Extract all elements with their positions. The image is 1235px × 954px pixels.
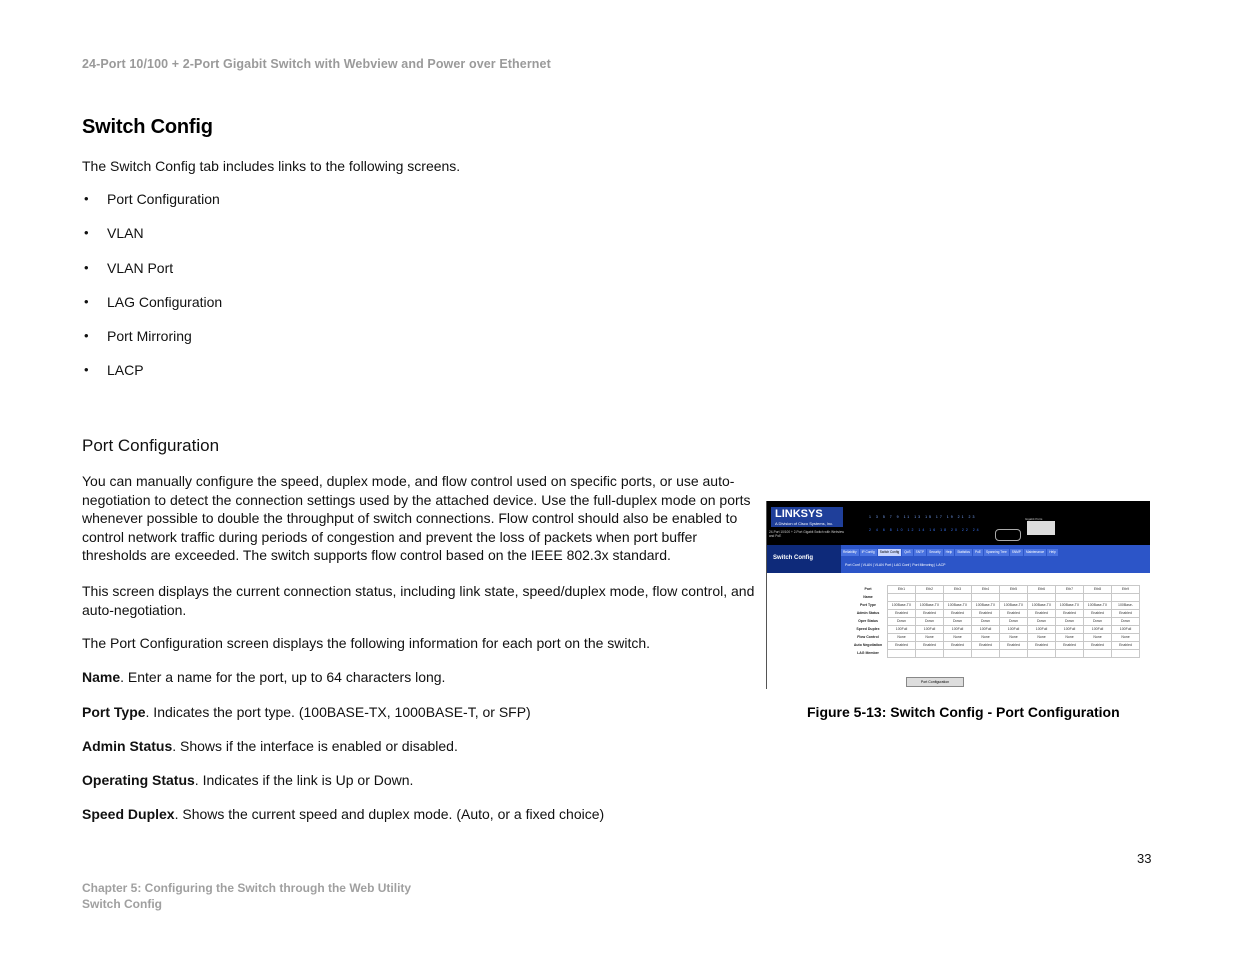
table-cell: [944, 650, 972, 658]
row-label: Oper Status: [858, 619, 878, 623]
table-cell: Enabled: [916, 610, 944, 618]
table-cell[interactable]: [1056, 594, 1084, 602]
table-cell: [916, 650, 944, 658]
definition-term: Operating Status: [82, 772, 195, 788]
list-item: [82, 362, 222, 396]
table-row: [849, 642, 1140, 650]
list-item-label: Port Configuration: [107, 191, 220, 207]
figure-caption: Figure 5-13: Switch Config - Port Configuration: [807, 704, 1120, 720]
table-cell[interactable]: [888, 594, 916, 602]
row-label: LAG Member: [857, 651, 879, 655]
table-cell[interactable]: [944, 594, 972, 602]
link-list: [82, 191, 222, 397]
bullet-icon: •: [84, 362, 89, 378]
table-cell: None: [916, 634, 944, 642]
port-leds-icon: 1 3 5 7 9 11 13 15 17 19 21 23: [869, 515, 977, 519]
footer-section: Switch Config: [82, 897, 162, 911]
bullet-icon: •: [84, 225, 89, 241]
console-port-icon: [995, 529, 1021, 541]
tab-item[interactable]: Security: [929, 550, 941, 554]
table-cell: Eth4: [972, 586, 1000, 594]
page-number: 33: [1137, 851, 1152, 866]
table-cell: Enabled: [944, 642, 972, 650]
table-cell: Down: [1056, 618, 1084, 626]
tab-item[interactable]: Help: [1049, 550, 1056, 554]
table-cell: 100Full: [916, 626, 944, 634]
table-cell[interactable]: [1084, 594, 1112, 602]
list-item: [82, 328, 222, 362]
row-label: Flow Control: [857, 635, 879, 639]
table-cell: 100Base-TX: [1000, 602, 1028, 610]
table-cell: Enabled: [1112, 642, 1140, 650]
port-leds-icon: 2 4 6 8 10 12 14 16 18 20 22 24: [869, 528, 981, 532]
definition-item: [82, 703, 757, 722]
table-cell: 100Full: [972, 626, 1000, 634]
table-cell: 100Full: [1112, 626, 1140, 634]
tab-item[interactable]: Spanning Tree: [985, 550, 1007, 554]
list-item: [82, 225, 222, 259]
definition-text: . Enter a name for the port, up to 64 characters long.: [120, 669, 446, 685]
table-cell: 100Full: [1056, 626, 1084, 634]
table-cell: [1084, 650, 1112, 658]
table-cell: Enabled: [888, 610, 916, 618]
table-cell: [1056, 650, 1084, 658]
table-row: [849, 650, 1140, 658]
table-cell[interactable]: [1112, 594, 1140, 602]
tab-item[interactable]: PoE: [974, 550, 981, 554]
list-item-label: VLAN: [107, 225, 144, 242]
logo-subtitle: A Division of Cisco Systems, Inc.: [775, 521, 834, 526]
table-row: [849, 626, 1140, 634]
definition-term: Name: [82, 669, 121, 685]
tab-item[interactable]: Reliability: [843, 550, 857, 554]
table-cell: Down: [888, 618, 916, 626]
linksys-logo: [771, 507, 843, 527]
model-text: 24-Port 10/100 + 2-Port Gigabit Switch with Webview and PoE: [769, 530, 844, 538]
definition-text: . Indicates the port type. (100BASE-TX, 1000BASE-T, or SFP): [145, 704, 531, 720]
table-cell: None: [888, 634, 916, 642]
table-cell: None: [1000, 634, 1028, 642]
table-cell: Enabled: [888, 642, 916, 650]
logo-text: LINKSYS: [775, 508, 823, 520]
row-label: Admin Status: [856, 611, 880, 615]
gigabit-port-icon: [1027, 521, 1055, 535]
table-cell: Eth3: [944, 586, 972, 594]
table-cell: 100Full: [888, 626, 916, 634]
table-cell: 100Base-: [1112, 602, 1140, 610]
definition-item: [82, 771, 757, 790]
table-cell: Enabled: [1084, 642, 1112, 650]
table-cell: 100Base-TX: [972, 602, 1000, 610]
table-cell: Down: [972, 618, 1000, 626]
table-cell: Down: [916, 618, 944, 626]
row-label: Speed Duplex: [856, 627, 880, 631]
definition-item: [82, 805, 757, 824]
table-cell: [888, 650, 916, 658]
table-cell: Enabled: [1028, 610, 1056, 618]
section-title: Switch Config: [82, 116, 213, 138]
row-label: Port Type: [860, 603, 876, 607]
table-cell: 100Base-TX: [1084, 602, 1112, 610]
section-intro: The Switch Config tab includes links to the following screens.: [82, 158, 461, 174]
definition-text: . Shows the current speed and duplex mode. (Auto, or a fixed choice): [174, 806, 605, 822]
list-item: [82, 191, 222, 225]
table-cell: Eth2: [916, 586, 944, 594]
table-cell: Down: [1112, 618, 1140, 626]
tab-bar: [841, 549, 1058, 556]
running-header: 24-Port 10/100 + 2-Port Gigabit Switch with Webview and Power over Ethernet: [82, 57, 551, 71]
table-cell: Enabled: [1056, 610, 1084, 618]
tab-item[interactable]: SNTP: [915, 550, 925, 554]
table-cell: Enabled: [1112, 610, 1140, 618]
table-cell: Enabled: [1028, 642, 1056, 650]
table-cell[interactable]: [916, 594, 944, 602]
table-cell: [1028, 650, 1056, 658]
footer-chapter: Chapter 5: Configuring the Switch through the Web Utility: [82, 881, 412, 895]
table-cell: Down: [1028, 618, 1056, 626]
table-cell: None: [1084, 634, 1112, 642]
table-row: [849, 586, 1140, 594]
table-cell: 100Full: [1000, 626, 1028, 634]
row-label: Auto Negotiation: [853, 643, 883, 647]
table-cell: 100Base-TX: [916, 602, 944, 610]
table-cell: 100Base-TX: [888, 602, 916, 610]
table-cell: Enabled: [972, 642, 1000, 650]
table-cell: Enabled: [1084, 610, 1112, 618]
list-item: [82, 260, 222, 294]
definition-text: . Shows if the interface is enabled or disabled.: [172, 738, 458, 754]
port-table: [849, 585, 1140, 658]
table-row: [849, 610, 1140, 618]
table-cell: 100Full: [944, 626, 972, 634]
table-cell[interactable]: [972, 594, 1000, 602]
tab-item[interactable]: IP Config: [861, 550, 875, 554]
definition-text: . Indicates if the link is Up or Down.: [194, 772, 414, 788]
table-cell: Enabled: [1056, 642, 1084, 650]
bullet-icon: •: [84, 293, 89, 309]
table-cell: Enabled: [1000, 610, 1028, 618]
table-cell: 100Base-TX: [1028, 602, 1056, 610]
table-cell: Eth9: [1112, 586, 1140, 594]
port-configuration-button[interactable]: Port Configuration: [906, 677, 964, 687]
definition-item: [82, 737, 757, 756]
tab-item[interactable]: Maintenance: [1025, 550, 1045, 554]
table-cell: Down: [1084, 618, 1112, 626]
tab-item[interactable]: Statistics: [957, 550, 970, 554]
list-item-label: Port Mirroring: [107, 328, 192, 345]
list-item-label: LAG Configuration: [107, 293, 223, 310]
table-cell: None: [1112, 634, 1140, 642]
table-row: [849, 618, 1140, 626]
paragraph: The Port Configuration screen displays the following information for each port on the switch.: [82, 635, 651, 651]
nav-title-box: [767, 545, 841, 573]
bullet-icon: •: [84, 259, 89, 275]
list-item-label: LACP: [107, 362, 144, 379]
definition-term: Admin Status: [82, 738, 173, 754]
table-cell: Enabled: [916, 642, 944, 650]
bullet-icon: •: [84, 191, 89, 206]
definition-item: [82, 668, 757, 687]
definition-term: Port Type: [82, 704, 146, 720]
table-cell: Enabled: [1000, 642, 1028, 650]
table-cell: Down: [944, 618, 972, 626]
list-item-label: VLAN Port: [107, 259, 174, 276]
table-cell: [1000, 650, 1028, 658]
table-cell: Down: [1000, 618, 1028, 626]
table-cell: 100Full: [1028, 626, 1056, 634]
table-cell: None: [944, 634, 972, 642]
tab-item[interactable]: QoS: [904, 550, 911, 554]
list-item: [82, 294, 222, 328]
table-cell: None: [1056, 634, 1084, 642]
table-cell: 100Base-TX: [944, 602, 972, 610]
port-config-screenshot: [766, 501, 1150, 689]
table-cell: Enabled: [944, 610, 972, 618]
paragraph: This screen displays the current connection status, including link state, speed/duplex mode, flow control, and auto-negotiation.: [82, 583, 755, 618]
row-label: Name: [863, 595, 873, 599]
tab-item[interactable]: SNMP: [1011, 550, 1021, 554]
table-cell: Eth7: [1056, 586, 1084, 594]
table-cell: None: [972, 634, 1000, 642]
table-cell: None: [1028, 634, 1056, 642]
table-cell[interactable]: [1000, 594, 1028, 602]
table-cell[interactable]: [1028, 594, 1056, 602]
table-row: [849, 634, 1140, 642]
table-cell: Eth1: [888, 586, 916, 594]
table-row: [849, 594, 1140, 602]
bullet-icon: •: [84, 328, 89, 344]
table-cell: Eth5: [1000, 586, 1028, 594]
definition-term: Speed Duplex: [82, 806, 175, 822]
tab-item[interactable]: Help: [945, 550, 953, 554]
table-cell: 100Base-TX: [1056, 602, 1084, 610]
table-cell: Enabled: [972, 610, 1000, 618]
subsection-title: Port Configuration: [82, 436, 220, 455]
table-cell: [972, 650, 1000, 658]
row-label: Port: [864, 587, 872, 591]
tab-item[interactable]: Switch Config: [879, 550, 900, 554]
table-row: [849, 602, 1140, 610]
table-cell: 100Full: [1084, 626, 1112, 634]
sub-nav[interactable]: Port Conf | VLAN | VLAN Port | LAG Conf | Port Mirroring | LACP: [845, 563, 946, 567]
gigabit-label: Gigabit Ports: [1025, 517, 1043, 521]
table-cell: [1112, 650, 1140, 658]
panel-title: Switch Config: [773, 555, 813, 561]
paragraph: You can manually configure the speed, duplex mode, and flow control used on specific ports, or use auto-negotiation to detect the connection settings used by the attached device. Use the full-duplex mode on ports whenever possible to double the throughput of switch connections. Flow control should also be enabled to control network traffic during periods of congestion and prevent the loss of packets when port buffer thresholds are exceeded. The switch supports flow control based on the IEEE 802.3x standard.: [82, 473, 751, 564]
table-cell: Eth8: [1084, 586, 1112, 594]
table-cell: Eth6: [1028, 586, 1056, 594]
